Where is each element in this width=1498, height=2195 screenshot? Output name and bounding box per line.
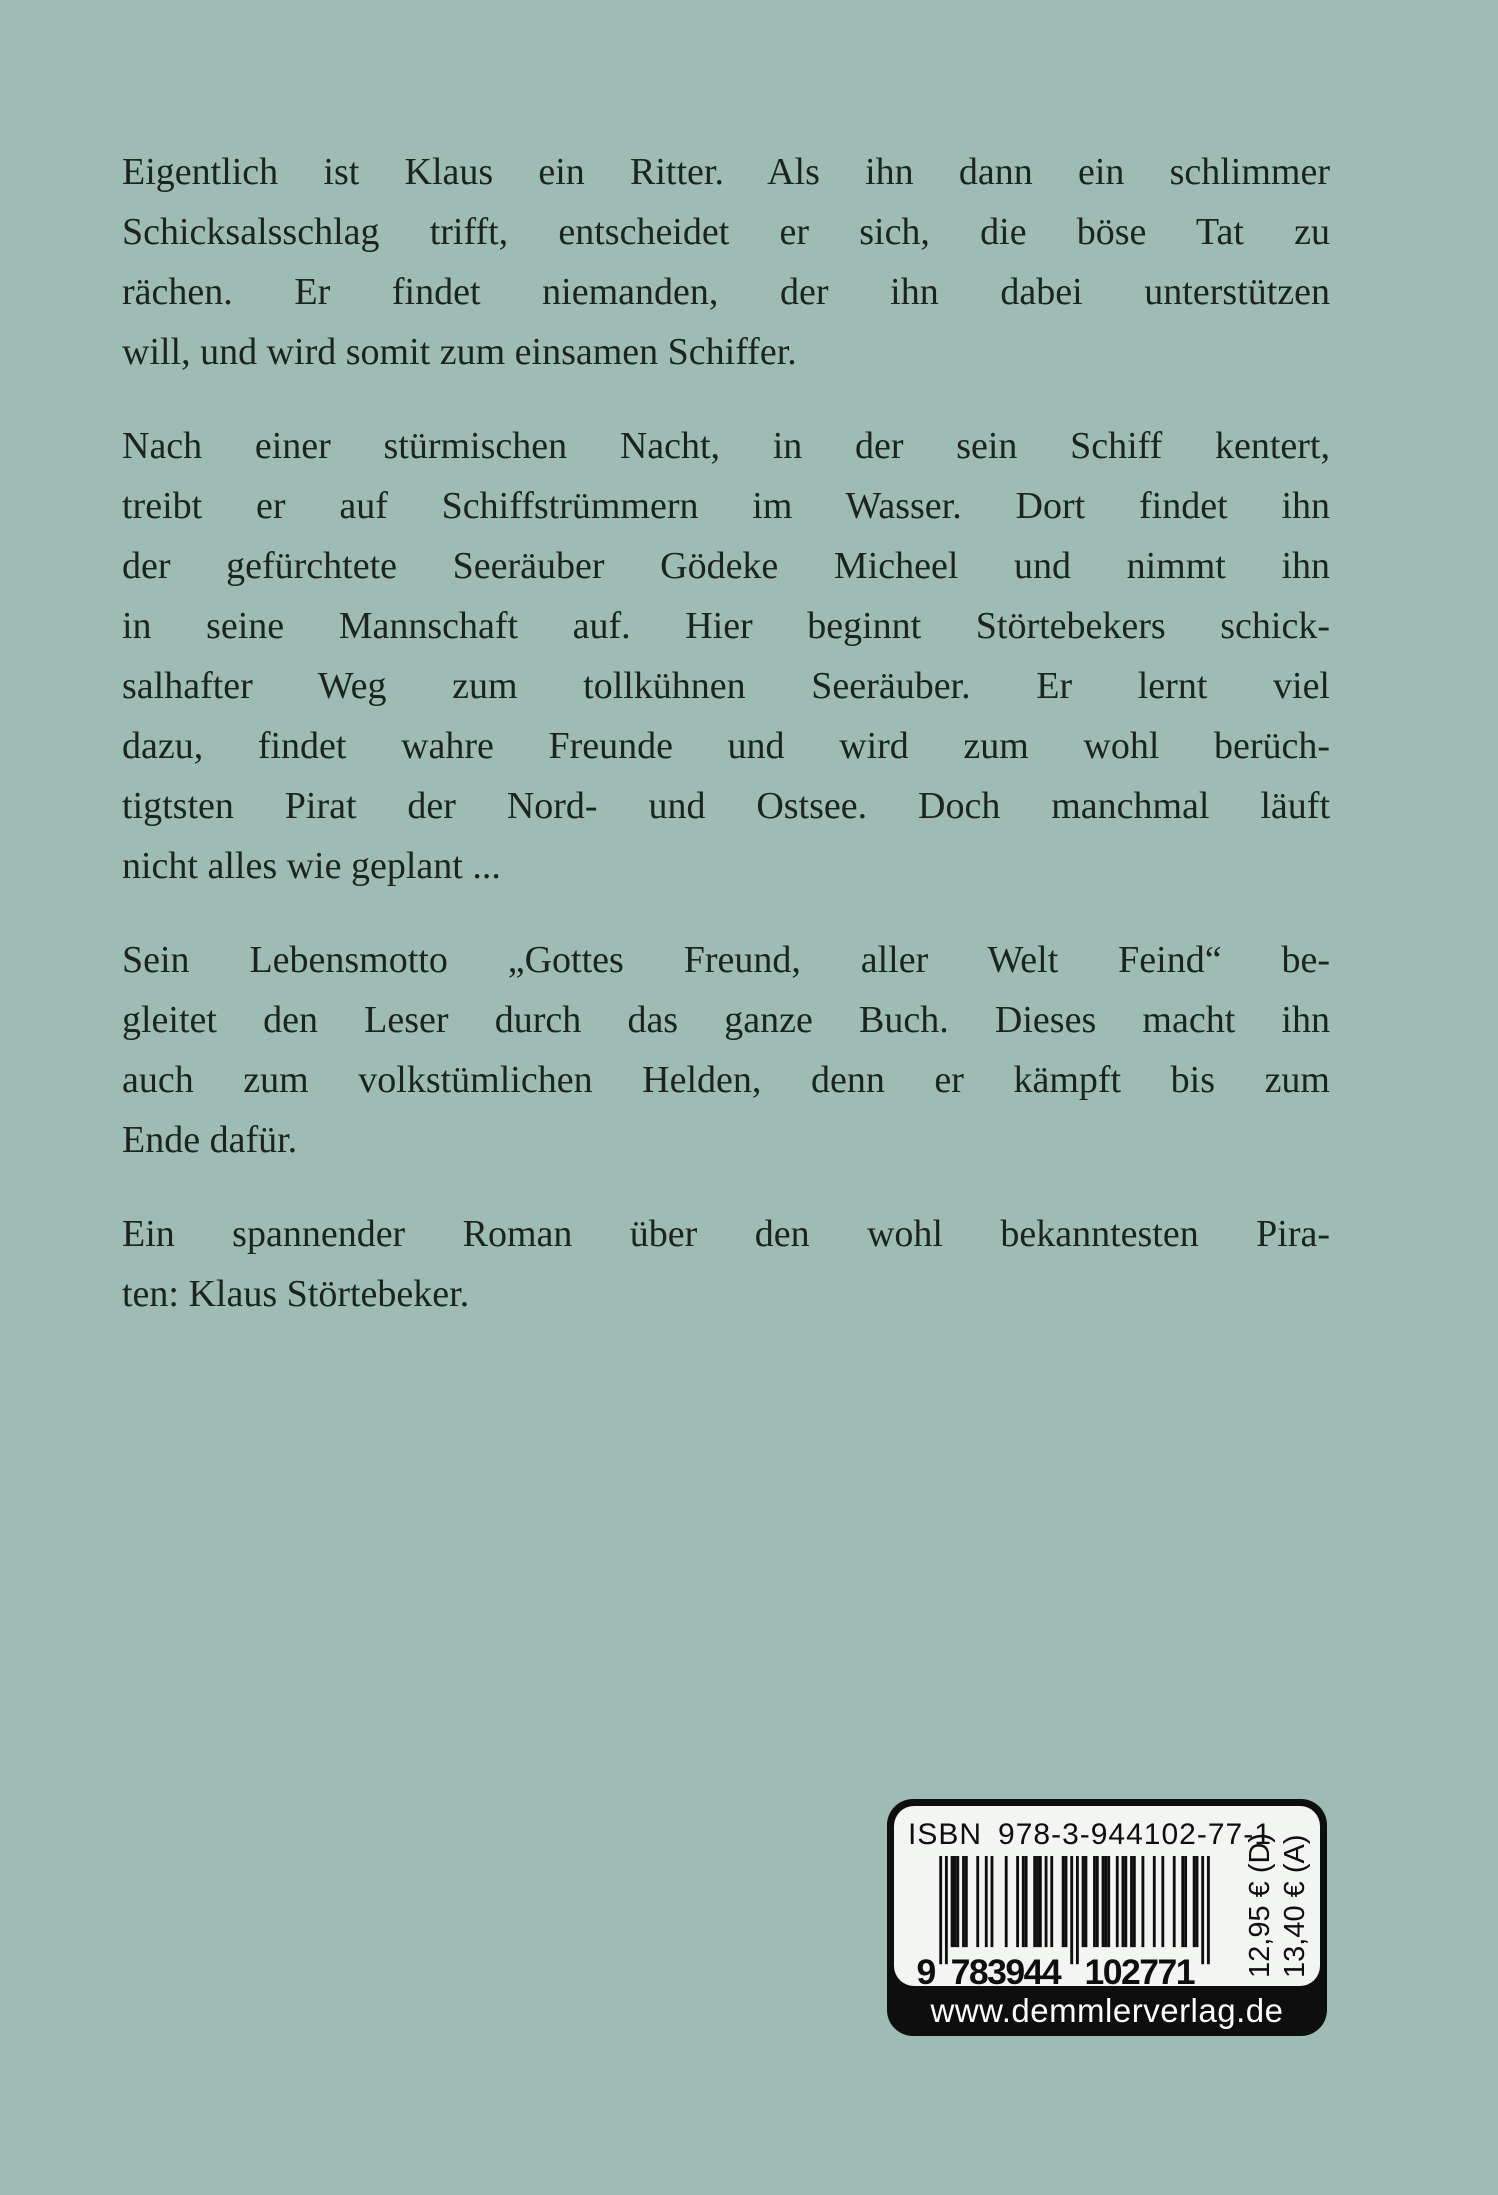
paragraph [122, 930, 1330, 1170]
paragraph [122, 416, 1330, 896]
isbn-label: ISBN [908, 1818, 983, 1851]
barcode-digits-right: 102771 [1084, 1952, 1196, 1987]
text-line: Sein Lebensmotto „Gottes Freund, aller Welt Feind“ be- [122, 939, 1330, 981]
paragraph [122, 1204, 1330, 1324]
isbn-white-panel [894, 1806, 1320, 1986]
isbn-line [908, 1818, 1272, 1852]
text-line: rächen. Er findet niemanden, der ihn dabei unterstützen [122, 271, 1330, 313]
blurb [122, 142, 1330, 1324]
publisher-website: www.demmlerverlag.de [930, 1992, 1284, 2029]
paragraph [122, 142, 1330, 382]
isbn-number: 978-3-944102-77-1 [998, 1818, 1272, 1851]
barcode-digits-left: 783944 [950, 1952, 1062, 1987]
text-line: in seine Mannschaft auf. Hier beginnt Störtebekers schick- [122, 605, 1330, 647]
text-line: will, und wird somit zum einsamen Schiffer. [122, 331, 797, 373]
price-column [1244, 1818, 1312, 1978]
text-line: ten: Klaus Störtebeker. [122, 1273, 470, 1315]
barcode-lead-digit: 9 [916, 1952, 937, 1987]
text-line: Schicksalsschlag trifft, entscheidet er sich, die böse Tat zu [122, 211, 1330, 253]
text-line: nicht alles wie geplant ... [122, 845, 501, 887]
ean13-barcode [916, 1856, 1216, 1987]
text-line: auch zum volkstümlichen Helden, denn er kämpft bis zum [122, 1059, 1330, 1101]
text-line: der gefürchtete Seeräuber Gödeke Micheel und nimmt ihn [122, 545, 1330, 587]
text-line: Ein spannender Roman über den wohl bekanntesten Pira- [122, 1213, 1330, 1255]
text-line: Ende dafür. [122, 1119, 298, 1161]
price-austria: 13,40 € (A) [1279, 1834, 1311, 1978]
text-line: salhafter Weg zum tollkühnen Seeräuber. Er lernt viel [122, 665, 1330, 707]
text-line: dazu, findet wahre Freunde und wird zum wohl berüch- [122, 725, 1330, 767]
isbn-barcode-label [887, 1799, 1327, 2036]
price-germany: 12,95 € (D) [1244, 1832, 1276, 1978]
text-line: Nach einer stürmischen Nacht, in der sein Schiff kentert, [122, 425, 1330, 467]
text-line: gleitet den Leser durch das ganze Buch. Dieses macht ihn [122, 999, 1330, 1041]
text-line: treibt er auf Schiffstrümmern im Wasser. Dort findet ihn [122, 485, 1330, 527]
text-line: Eigentlich ist Klaus ein Ritter. Als ihn dann ein schlimmer [122, 151, 1330, 193]
text-line: tigtsten Pirat der Nord- und Ostsee. Doch manchmal läuft [122, 785, 1330, 827]
